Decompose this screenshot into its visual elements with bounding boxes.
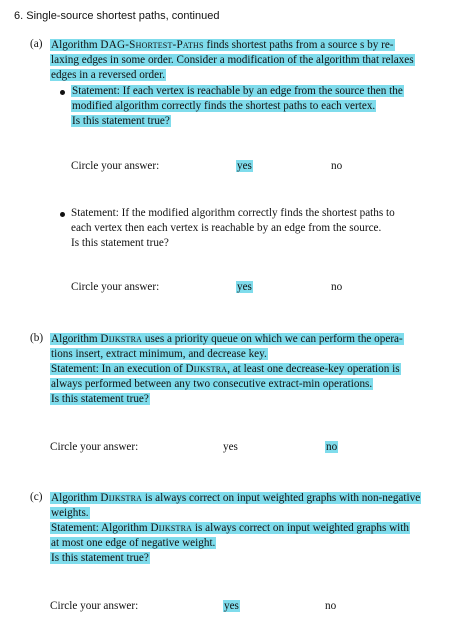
part-c-line-2: weights.	[51, 507, 89, 519]
part-b-line-4: always performed between any two consecutive extract-min operations.	[51, 378, 373, 390]
answer-no-a1[interactable]: no	[331, 160, 343, 172]
part-b-line-3: Statement: In an execution of Dijkstra, at least one decrease-key operation is	[51, 363, 400, 375]
part-c-line-4: at most one edge of negative weight.	[51, 537, 216, 549]
bullet-icon	[60, 90, 65, 95]
statement-a2-line-2: each vertex then each vertex is reachable by an edge from the source.	[71, 222, 382, 234]
answer-yes-a1[interactable]: yes	[237, 160, 252, 172]
bullet-icon	[60, 212, 65, 217]
answer-yes-a2[interactable]: yes	[237, 281, 252, 293]
part-b-label: (b)	[30, 332, 44, 344]
part-c-line-5: Is this statement true?	[51, 552, 149, 564]
part-c-line-1: Algorithm Dijkstra is always correct on input weighted graphs with non-negative	[51, 492, 421, 504]
circle-prompt-b: Circle your answer:	[50, 441, 139, 453]
part-a-line-2: laxing edges in some order. Consider a modification of the algorithm that relaxes	[51, 54, 414, 66]
part-b-line-5: Is this statement true?	[51, 393, 149, 405]
page-heading: 6. Single-source shortest paths, continued	[14, 10, 220, 22]
answer-no-c[interactable]: no	[325, 600, 337, 612]
answer-yes-c[interactable]: yes	[224, 600, 239, 612]
circle-prompt-a1: Circle your answer:	[71, 160, 160, 172]
part-c-label: (c)	[30, 491, 43, 503]
statement-a2-line-1: Statement: If the modified algorithm correctly finds the shortest paths to	[71, 207, 395, 219]
part-a-line-1: Algorithm DAG-Shortest-Paths finds shortest paths from a source s by re-	[51, 39, 394, 51]
statement-a1-line-3: Is this statement true?	[72, 115, 170, 127]
part-a-label: (a)	[30, 38, 43, 50]
answer-no-a2[interactable]: no	[331, 281, 343, 293]
part-b-line-1: Algorithm Dijkstra uses a priority queue on which we can perform the opera-	[51, 333, 403, 345]
circle-prompt-a2: Circle your answer:	[71, 281, 160, 293]
part-c-line-3: Statement: Algorithm Dijkstra is always correct on input weighted graphs with	[51, 522, 409, 534]
answer-yes-b[interactable]: yes	[223, 441, 238, 453]
circle-prompt-c: Circle your answer:	[50, 600, 139, 612]
answer-no-b[interactable]: no	[326, 441, 338, 453]
statement-a2-line-3: Is this statement true?	[71, 237, 169, 249]
part-a-line-3: edges in a reversed order.	[51, 69, 165, 81]
part-b-line-2: tions insert, extract minimum, and decrease key.	[51, 348, 267, 360]
statement-a1-line-1: Statement: If each vertex is reachable by an edge from the source then the	[72, 85, 403, 97]
statement-a1-line-2: modified algorithm correctly finds the shortest paths to each vertex.	[72, 100, 376, 112]
